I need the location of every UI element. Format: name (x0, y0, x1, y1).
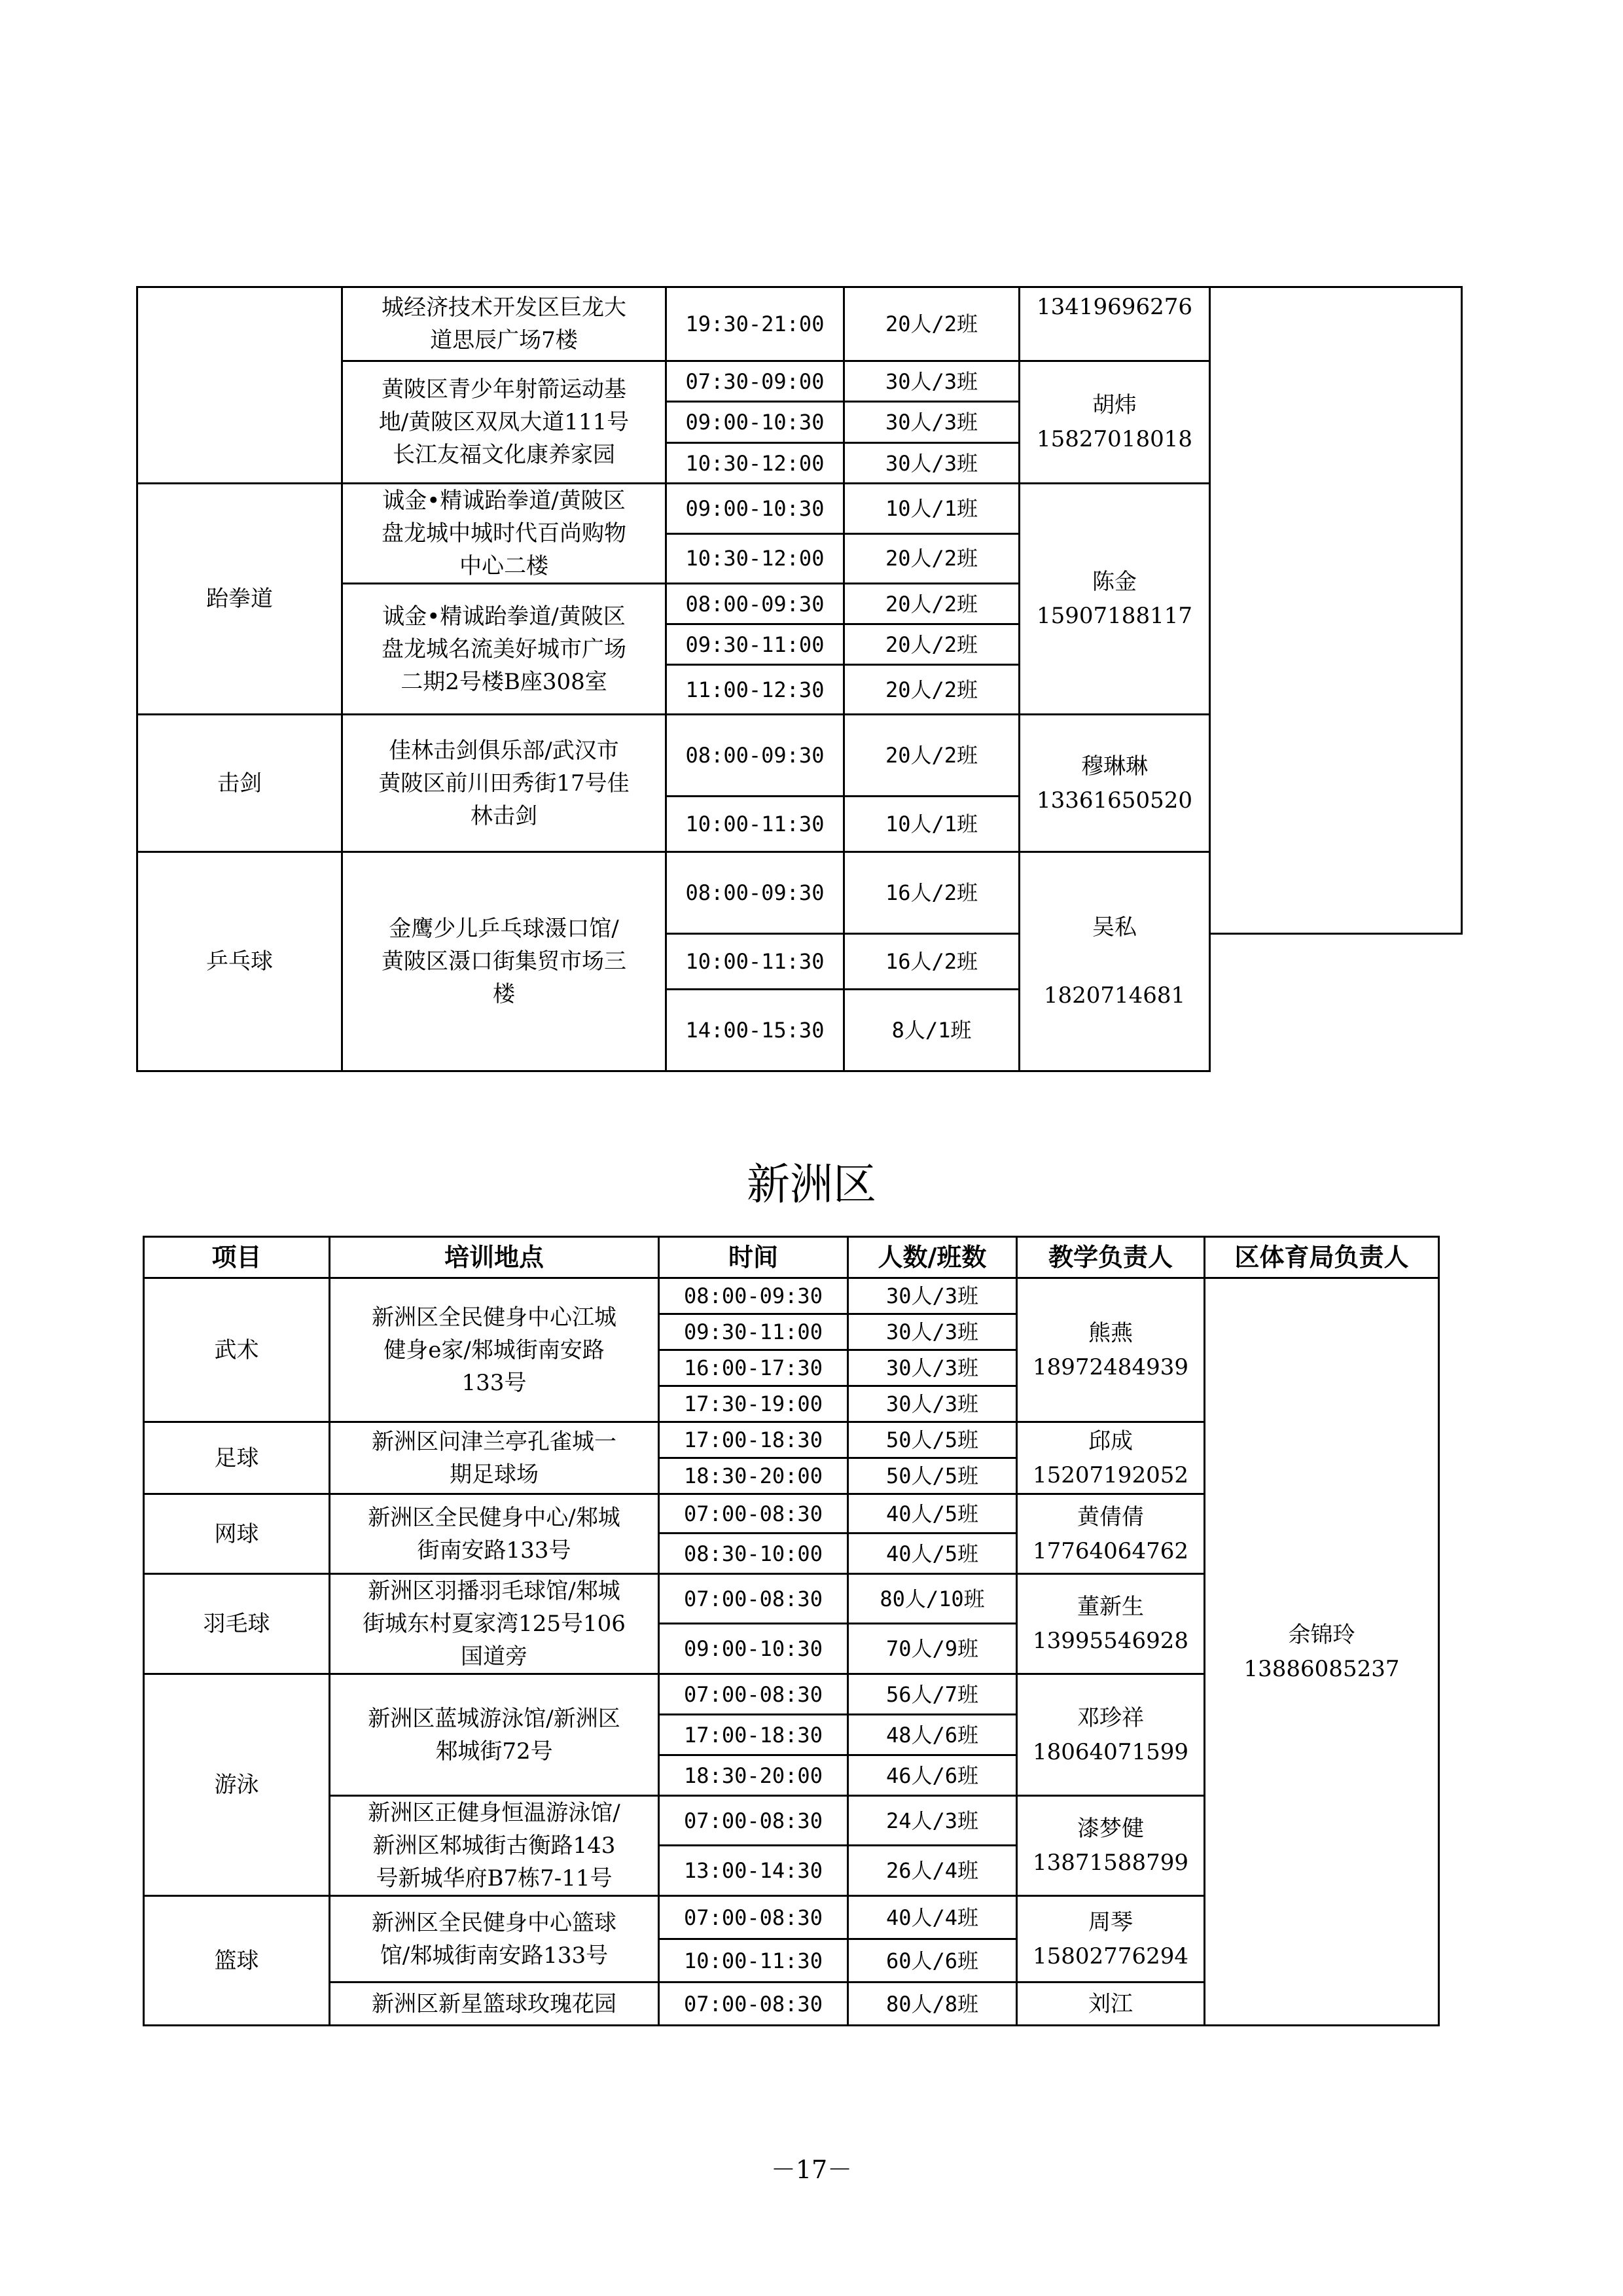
count-cell: 70人/9班 (848, 1624, 1017, 1674)
venue-cell: 诚金•精诚跆拳道/黄陂区 盘龙城中城时代百尚购物 中心二楼 (342, 484, 666, 584)
time-cell: 17:00-18:30 (659, 1715, 848, 1755)
xinzhou-table (143, 1236, 1440, 2026)
count-cell: 60人/6班 (848, 1939, 1017, 1982)
coach-cell: 胡炜 15827018018 (1020, 361, 1210, 484)
coach-cell: 周琴 15802776294 (1017, 1896, 1205, 1982)
count-cell: 24人/3班 (848, 1796, 1017, 1846)
count-cell: 20人/2班 (844, 665, 1020, 715)
time-cell: 08:00-09:30 (666, 852, 844, 934)
venue-cell: 新洲区全民健身中心/邾城 街南安路133号 (330, 1494, 659, 1574)
count-cell: 50人/5班 (848, 1422, 1017, 1458)
coach-cell: 黄倩倩 17764064762 (1017, 1494, 1205, 1574)
coach-cell: 漆梦健 13871588799 (1017, 1796, 1205, 1896)
header-bureau: 区体育局负责人 (1205, 1237, 1439, 1278)
count-cell: 30人/3班 (844, 443, 1020, 484)
time-cell: 07:30-09:00 (666, 361, 844, 402)
project-cell: 足球 (144, 1422, 330, 1494)
time-cell: 18:30-20:00 (659, 1755, 848, 1796)
project-cell: 篮球 (144, 1896, 330, 2026)
project-cell: 网球 (144, 1494, 330, 1574)
count-cell: 20人/2班 (844, 624, 1020, 665)
project-cell-empty (137, 287, 342, 484)
time-cell: 10:00-11:30 (666, 934, 844, 990)
venue-cell: 新洲区正健身恒温游泳馆/ 新洲区邾城街古衡路143 号新城华府B7栋7-11号 (330, 1796, 659, 1896)
coach-cell: 邓珍祥 18064071599 (1017, 1674, 1205, 1796)
time-cell: 07:00-08:30 (659, 1674, 848, 1715)
table-row (137, 287, 1462, 361)
time-cell: 09:00-10:30 (659, 1624, 848, 1674)
coach-cell: 穆琳琳 13361650520 (1020, 715, 1210, 852)
page-number: －17－ (770, 2155, 853, 2184)
count-cell: 8人/1班 (844, 990, 1020, 1071)
time-cell: 10:30-12:00 (666, 533, 844, 584)
project-cell: 羽毛球 (144, 1574, 330, 1674)
count-cell: 56人/7班 (848, 1674, 1017, 1715)
project-cell: 击剑 (137, 715, 342, 852)
coach-cell: 刘江 (1017, 1982, 1205, 2026)
bureau-cell: 余锦玲 13886085237 (1205, 1278, 1439, 2026)
time-cell: 13:00-14:30 (659, 1846, 848, 1896)
project-cell: 武术 (144, 1278, 330, 1422)
time-cell: 10:30-12:00 (666, 443, 844, 484)
coach-cell: 陈金 15907188117 (1020, 484, 1210, 715)
time-cell: 09:00-10:30 (666, 484, 844, 534)
time-cell: 07:00-08:30 (659, 1896, 848, 1939)
project-cell: 游泳 (144, 1674, 330, 1896)
count-cell: 16人/2班 (844, 934, 1020, 990)
time-cell: 07:00-08:30 (659, 1796, 848, 1846)
count-cell: 10人/1班 (844, 797, 1020, 852)
count-cell: 50人/5班 (848, 1458, 1017, 1494)
coach-cell: 董新生 13995546928 (1017, 1574, 1205, 1674)
time-cell: 08:00-09:30 (659, 1278, 848, 1314)
coach-cell: 熊燕 18972484939 (1017, 1278, 1205, 1422)
time-cell: 10:00-11:30 (666, 797, 844, 852)
venue-cell: 黄陂区青少年射箭运动基 地/黄陂区双凤大道111号 长江友福文化康养家园 (342, 361, 666, 484)
count-cell: 80人/10班 (848, 1574, 1017, 1624)
time-cell: 07:00-08:30 (659, 1982, 848, 2026)
time-cell: 08:00-09:30 (666, 715, 844, 797)
time-cell: 16:00-17:30 (659, 1350, 848, 1386)
count-cell: 20人/2班 (844, 533, 1020, 584)
count-cell: 30人/3班 (848, 1350, 1017, 1386)
count-cell: 30人/3班 (848, 1278, 1017, 1314)
venue-cell: 佳林击剑俱乐部/武汉市 黄陂区前川田秀街17号佳 林击剑 (342, 715, 666, 852)
coach-cell: 13419696276 (1020, 287, 1210, 361)
count-cell: 20人/2班 (844, 584, 1020, 624)
time-cell: 09:30-11:00 (659, 1314, 848, 1350)
count-cell: 20人/2班 (844, 287, 1020, 361)
count-cell: 16人/2班 (844, 852, 1020, 934)
time-cell: 19:30-21:00 (666, 287, 844, 361)
project-cell: 跆拳道 (137, 484, 342, 715)
venue-cell: 新洲区全民健身中心江城 健身e家/邾城街南安路 133号 (330, 1278, 659, 1422)
count-cell: 20人/2班 (844, 715, 1020, 797)
time-cell: 14:00-15:30 (666, 990, 844, 1071)
time-cell: 17:30-19:00 (659, 1386, 848, 1422)
count-cell: 30人/3班 (844, 402, 1020, 443)
time-cell: 17:00-18:30 (659, 1422, 848, 1458)
time-cell: 08:30-10:00 (659, 1534, 848, 1574)
count-cell: 40人/5班 (848, 1534, 1017, 1574)
count-cell: 26人/4班 (848, 1846, 1017, 1896)
count-cell: 10人/1班 (844, 484, 1020, 534)
header-time: 时间 (659, 1237, 848, 1278)
time-cell: 10:00-11:30 (659, 1939, 848, 1982)
count-cell: 30人/3班 (844, 361, 1020, 402)
count-cell: 40人/4班 (848, 1896, 1017, 1939)
venue-cell: 城经济技术开发区巨龙大 道思辰广场7楼 (342, 287, 666, 361)
count-cell: 30人/3班 (848, 1314, 1017, 1350)
section-title: 新洲区 (747, 1159, 876, 1210)
count-cell: 80人/8班 (848, 1982, 1017, 2026)
venue-cell: 新洲区新星篮球玫瑰花园 (330, 1982, 659, 2026)
venue-cell: 新洲区问津兰亭孔雀城一 期足球场 (330, 1422, 659, 1494)
coach-cell: 吴私 1820714681 (1020, 852, 1210, 1071)
bureau-cell-empty (1210, 287, 1462, 934)
count-cell: 40人/5班 (848, 1494, 1017, 1534)
count-cell: 30人/3班 (848, 1386, 1017, 1422)
header-venue: 培训地点 (330, 1237, 659, 1278)
time-cell: 08:00-09:30 (666, 584, 844, 624)
header-project: 项目 (144, 1237, 330, 1278)
time-cell: 07:00-08:30 (659, 1574, 848, 1624)
time-cell: 18:30-20:00 (659, 1458, 848, 1494)
venue-cell: 诚金•精诚跆拳道/黄陂区 盘龙城名流美好城市广场 二期2号楼B座308室 (342, 584, 666, 715)
count-cell: 46人/6班 (848, 1755, 1017, 1796)
count-cell: 48人/6班 (848, 1715, 1017, 1755)
time-cell: 11:00-12:30 (666, 665, 844, 715)
header-row (144, 1237, 1439, 1278)
venue-cell: 新洲区羽播羽毛球馆/邾城 街城东村夏家湾125号106 国道旁 (330, 1574, 659, 1674)
venue-cell: 新洲区蓝城游泳馆/新洲区 邾城街72号 (330, 1674, 659, 1796)
header-count: 人数/班数 (848, 1237, 1017, 1278)
time-cell: 09:00-10:30 (666, 402, 844, 443)
coach-cell: 邱成 15207192052 (1017, 1422, 1205, 1494)
venue-cell: 金鹰少儿乒乓球滠口馆/ 黄陂区滠口街集贸市场三 楼 (342, 852, 666, 1071)
time-cell: 07:00-08:30 (659, 1494, 848, 1534)
header-coach: 教学负责人 (1017, 1237, 1205, 1278)
project-cell: 乒乓球 (137, 852, 342, 1071)
continuation-table (136, 286, 1463, 1072)
venue-cell: 新洲区全民健身中心篮球 馆/邾城街南安路133号 (330, 1896, 659, 1982)
time-cell: 09:30-11:00 (666, 624, 844, 665)
table-row (144, 1278, 1439, 1314)
